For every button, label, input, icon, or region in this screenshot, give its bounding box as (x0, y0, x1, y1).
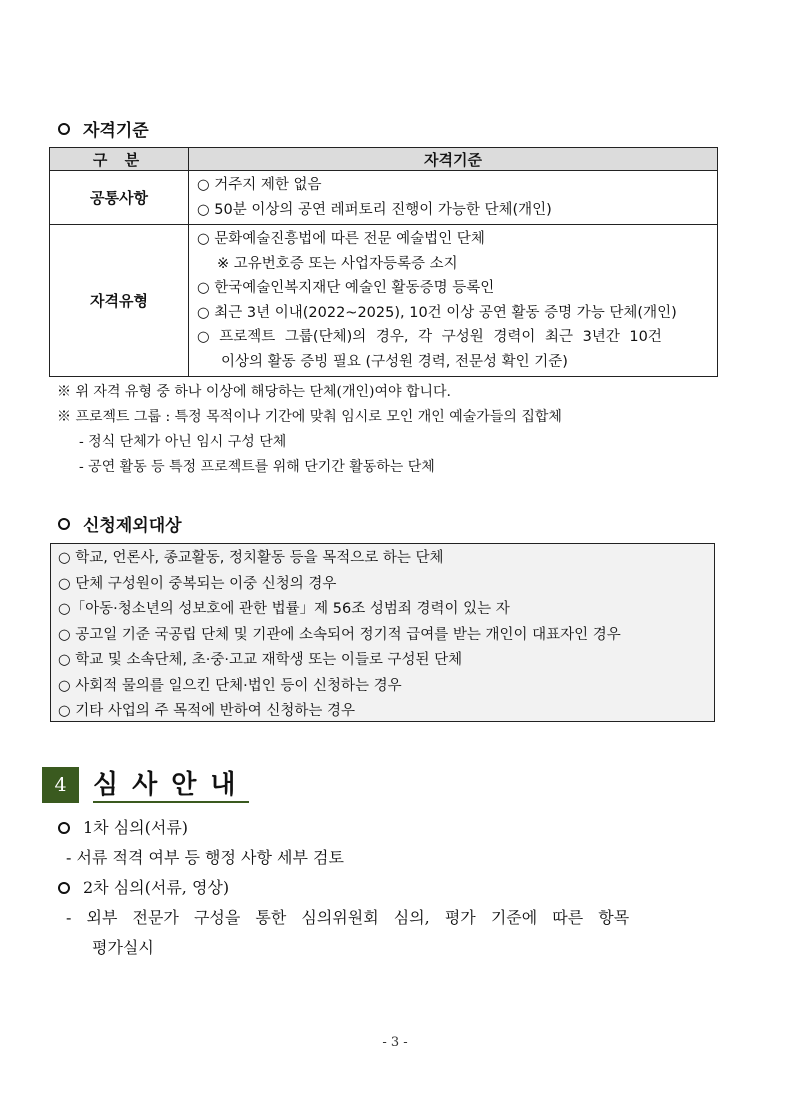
note-line: - 정식 단체가 아닌 임시 구성 단체 (79, 434, 287, 450)
note-line: ※ 위 자격 유형 중 하나 이상에 해당하는 단체(개인)여야 합니다. (57, 384, 452, 400)
circle-bullet-icon (58, 518, 70, 530)
note-line: - 공연 활동 등 특정 프로젝트를 위해 단기간 활동하는 단체 (79, 459, 435, 475)
table-row-types (50, 225, 718, 377)
criteria-types (189, 225, 718, 377)
exclusion-heading (58, 511, 182, 536)
qualification-heading-text: 자격기준 (83, 121, 149, 141)
header-criteria: 자격기준 (189, 148, 718, 171)
review-section-header (42, 767, 249, 803)
table-row-common (50, 171, 718, 225)
review-section-title: 심사안내 (93, 769, 249, 803)
exclusion-item: ○ 사회적 물의를 일으킨 단체·법인 등이 신청하는 경우 (58, 677, 402, 694)
review-stage-1-label: 1차 심의(서류) (83, 818, 189, 837)
exclusion-item: ○「아동·청소년의 성보호에 관한 법률」제 56조 성범죄 경력이 있는 자 (58, 601, 510, 617)
circle-bullet-icon (58, 882, 70, 894)
note-line: ※ 프로젝트 그룹 : 특정 목적이나 기간에 맞춰 임시로 모인 개인 예술가들의 집합체 (57, 409, 562, 425)
category-types: 자격유형 (50, 225, 189, 377)
qualification-heading (58, 116, 149, 141)
review-stage-2 (58, 873, 726, 903)
exclusion-item: ○ 기타 사업의 주 목적에 반하여 신청하는 경우 (58, 703, 356, 719)
exclusion-item: ○ 단체 구성원이 중복되는 이중 신청의 경우 (58, 575, 337, 592)
category-common: 공통사항 (50, 171, 189, 225)
criteria-line: ○ 50분 이상의 공연 레퍼토리 진행이 가능한 단체(개인) (197, 201, 552, 218)
criteria-line: ○ 한국예술인복지재단 예술인 활동증명 등록인 (197, 280, 495, 296)
exclusion-item: ○ 공고일 기준 국공립 단체 및 기관에 소속되어 정기적 급여를 받는 개인이 대표자인 경우 (58, 626, 621, 643)
table-header-row (50, 148, 718, 171)
criteria-line: ○ 최근 3년 이내(2022~2025), 10건 이상 공연 활동 증명 가능 단체(개인) (197, 304, 677, 321)
page-number: - 3 - (382, 1035, 408, 1050)
qualification-notes (57, 380, 562, 480)
exclusion-box (50, 543, 715, 722)
review-stage-1 (58, 813, 726, 843)
section-number-badge: 4 (42, 767, 79, 803)
review-stage-2-detail: - 외부 전문가 구성을 통한 심의위원회 심의, 평가 기준에 따른 항목 (66, 908, 630, 927)
circle-bullet-icon (58, 123, 70, 135)
criteria-line: ○ 거주지 제한 없음 (197, 177, 322, 193)
criteria-line: ※ 고유번호증 또는 사업자등록증 소지 (217, 255, 458, 272)
review-stage-1-detail: - 서류 적격 여부 등 행정 사항 세부 검토 (66, 848, 344, 867)
review-content (58, 813, 726, 963)
criteria-line: 이상의 활동 증빙 필요 (구성원 경력, 전문성 확인 기준) (221, 353, 568, 370)
review-stage-2-detail-cont: 평가실시 (92, 938, 154, 957)
review-stage-2-label: 2차 심의(서류, 영상) (83, 878, 230, 897)
criteria-line: ○ 프로젝트 그룹(단체)의 경우, 각 구성원 경력이 최근 3년간 10건 (197, 329, 662, 345)
qualification-table (49, 147, 718, 377)
criteria-line: ○ 문화예술진흥법에 따른 전문 예술법인 단체 (197, 231, 485, 247)
exclusion-item: ○ 학교, 언론사, 종교활동, 정치활동 등을 목적으로 하는 단체 (58, 550, 444, 566)
exclusion-item: ○ 학교 및 소속단체, 초·중·고교 재학생 또는 이들로 구성된 단체 (58, 652, 463, 668)
circle-bullet-icon (58, 822, 70, 834)
criteria-common (189, 171, 718, 225)
exclusion-heading-text: 신청제외대상 (83, 516, 182, 536)
header-category: 구 분 (50, 148, 189, 171)
